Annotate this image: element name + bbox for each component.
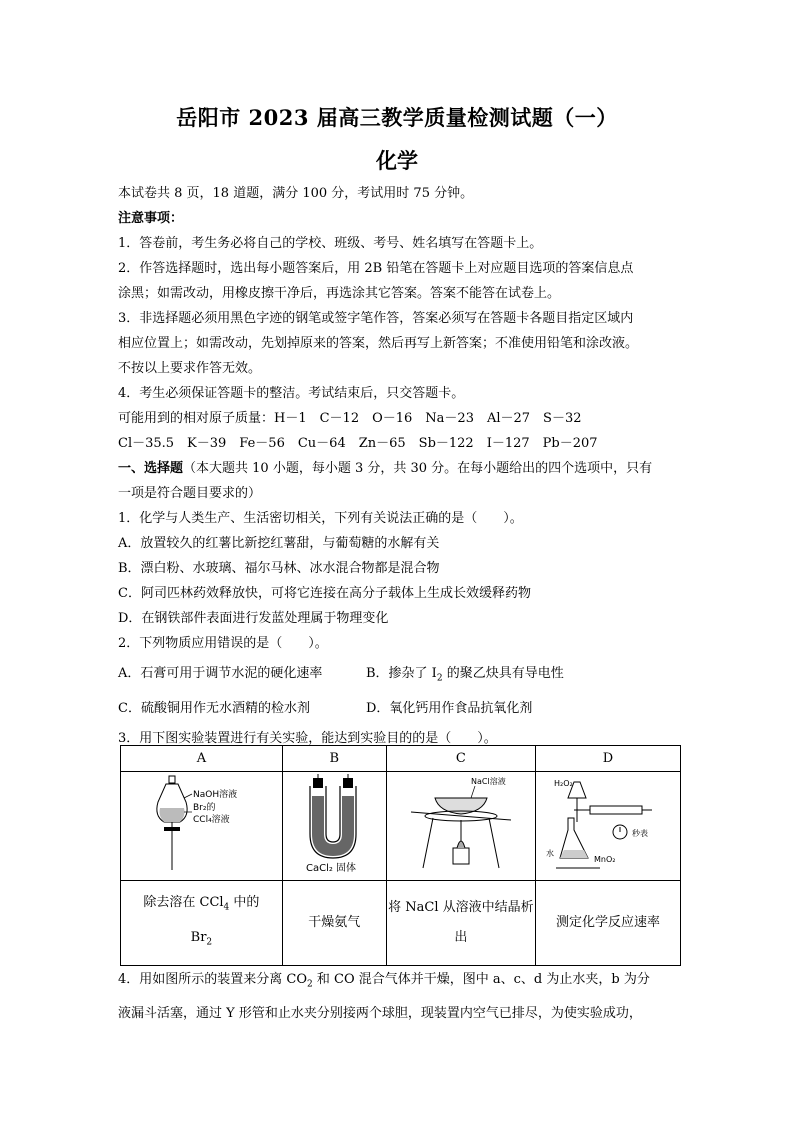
svg-text:CCl₄溶液: CCl₄溶液: [193, 815, 231, 825]
u-tube-diagram: [286, 772, 382, 876]
svg-text:MnO₂: MnO₂: [593, 855, 616, 864]
question-1-option-d: D．在钢铁部件表面进行发蓝处理属于物理变化: [118, 611, 389, 626]
question-2-stem: 2．下列物质应用错误的是（ ）。: [118, 636, 328, 651]
atomic-masses-line: Cl－35.5 K－39 Fe－56 Cu－64 Zn－65 Sb－122 I－127 Pb－207: [118, 436, 598, 451]
question-2-option-c: C．硫酸铜用作无水酒精的检水剂: [118, 701, 310, 716]
question-4-line: 4．用如图所示的装置来分离 $CO_2$ 和 CO 混合气体并干燥，图中 a、c、d 为止水夹，b 为分: [118, 972, 650, 990]
note-item: 2．作答选择题时，选出每小题答案后，用 2B 铅笔在答题卡上对应题目选项的答案信息点: [118, 261, 634, 276]
experiment-table: [120, 745, 681, 966]
option-c-purpose: 将 NaCl 从溶液中结晶析 出: [386, 881, 535, 966]
question-1-option-b: B．漂白粉、水玻璃、福尔马林、冰水混合物都是混合物: [118, 561, 440, 576]
notes-heading: 注意事项：: [118, 211, 184, 226]
svg-text:CaCl₂ 固体: CaCl₂ 固体: [306, 863, 357, 874]
section-description-cont: 一项是符合题目要求的）: [118, 486, 262, 501]
svg-text:NaCl溶液: NaCl溶液: [470, 777, 506, 786]
note-item: 不按以上要求作答无效。: [118, 361, 262, 376]
subject-title: 化学: [376, 148, 418, 173]
evaporation-diagram: [391, 772, 531, 876]
note-item: 1．答卷前，考生务必将自己的学校、班级、考号、姓名填写在答题卡上。: [118, 236, 543, 251]
separatory-funnel-diagram: [126, 772, 276, 876]
reaction-rate-figure: [535, 772, 680, 881]
section-title: 一、选择题: [118, 461, 184, 476]
note-item: 4．考生必须保证答题卡的整洁。考试结束后，只交答题卡。: [118, 386, 465, 401]
question-2-option-d: D．氧化钙用作食品抗氧化剂: [366, 701, 533, 716]
table-header-b: B: [282, 746, 386, 772]
reaction-rate-diagram: [540, 772, 676, 876]
atomic-masses-line: 可能用到的相对原子质量：H－1 C－12 O－16 Na－23 Al－27 S－32: [118, 411, 582, 426]
exam-intro: 本试卷共 8 页，18 道题，满分 100 分，考试用时 75 分钟。: [118, 186, 474, 201]
question-2-options-row: [118, 656, 682, 691]
option-a-purpose: 除去溶在 CCl$_4$ 中的 $Br_2$: [121, 881, 283, 966]
note-item: 3．非选择题必须用黑色字迹的钢笔或签字笔作答，答案必须写在答题卡各题目指定区域内: [118, 311, 634, 326]
svg-text:Br₂的: Br₂的: [193, 803, 216, 813]
question-3-stem: 3．用下图实验装置进行有关实验，能达到实验目的的是（ ）。: [118, 731, 497, 746]
option-d-purpose: 测定化学反应速率: [535, 881, 680, 966]
table-header-c: C: [386, 746, 535, 772]
svg-text:秒表: 秒表: [631, 829, 648, 838]
question-2-option-b: B．掺杂了 $I_2$ 的聚乙炔具有导电性: [366, 666, 564, 684]
note-item: 涂黑；如需改动，用橡皮擦干净后，再选涂其它答案。答案不能答在试卷上。: [118, 286, 561, 301]
section-description: （本大题共 10 小题，每小题 3 分，共 30 分。在每小题给出的四个选项中，只有: [183, 461, 653, 476]
svg-text:H₂O₂: H₂O₂: [553, 779, 573, 788]
question-4-line: 液漏斗活塞，通过 Y 形管和止水夹分别接两个球胆，现装置内空气已排尽，为使实验成功，: [118, 1006, 642, 1021]
question-2-options-row: [118, 691, 682, 726]
question-1-option-a: A．放置较久的红薯比新挖红薯甜，与葡萄糖的水解有关: [118, 536, 440, 551]
table-header-d: D: [535, 746, 680, 772]
page-title: 岳阳市 2023 届高三教学质量检测试题（一）: [176, 105, 618, 130]
table-header-a: A: [121, 746, 283, 772]
question-1-option-c: C．阿司匹林药效释放快，可将它连接在高分子载体上生成长效缓释药物: [118, 586, 531, 601]
svg-text:水: 水: [545, 849, 554, 858]
note-item: 相应位置上；如需改动，先划掉原来的答案，然后再写上新答案；不准使用铅笔和涂改液。: [118, 336, 639, 351]
question-2-option-a: A．石膏可用于调节水泥的硬化速率: [118, 666, 323, 681]
separatory-funnel-figure: [121, 772, 283, 881]
question-1-stem: 1．化学与人类生产、生活密切相关，下列有关说法正确的是（ ）。: [118, 511, 523, 526]
svg-text:NaOH溶液: NaOH溶液: [193, 790, 238, 800]
question-4: [118, 963, 682, 1031]
option-b-purpose: 干燥氨气: [282, 881, 386, 966]
section-heading: [118, 456, 682, 481]
evaporation-figure: [386, 772, 535, 881]
exam-body: [118, 181, 682, 751]
u-tube-figure: [282, 772, 386, 881]
